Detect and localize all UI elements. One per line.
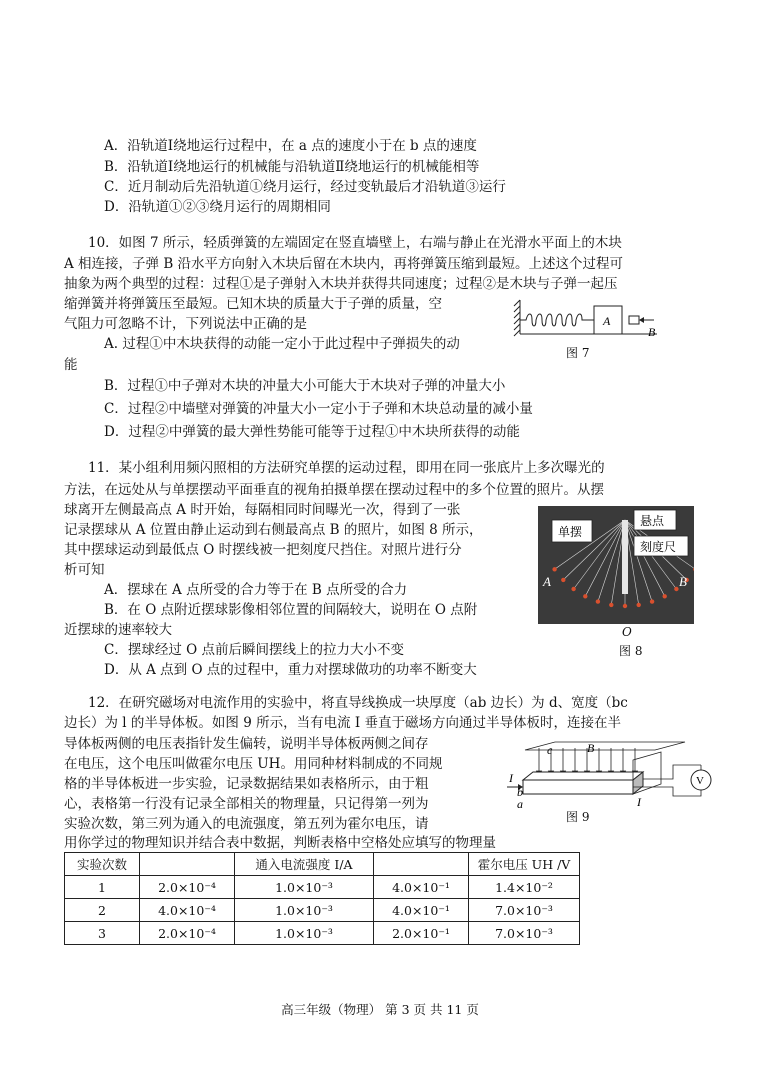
table-cell: 1 [65, 876, 140, 899]
q10-line-5: 气阻力可忽略不计，下列说法中正确的是 [64, 316, 307, 332]
spring [520, 314, 594, 326]
q12-line-5: 格的半导体板进一步实验，记录数据结果如表格所示，由于粗 [64, 776, 429, 792]
table-row [65, 876, 580, 899]
table-cell: 4.0×10⁻⁴ [140, 899, 235, 922]
pendulum-bob [674, 587, 678, 591]
table-row [65, 899, 580, 922]
bullet-b [629, 316, 639, 324]
table-cell: 2 [65, 899, 140, 922]
pendulum-bob [637, 603, 641, 607]
figure-9-hall-plate [505, 740, 715, 808]
pendulum-bob [663, 594, 667, 598]
label-c: c [547, 743, 553, 757]
experiment-table [64, 852, 580, 945]
figure-8-label-o: O [622, 625, 632, 639]
table-header-row [65, 853, 580, 876]
q11-line-4: 记录摆球从 A 位置由静止运动到右侧最高点 B 的照片，如图 8 所示， [64, 522, 483, 538]
q12-line-7: 实验次数，第三列为通入的电流强度，第五列为霍尔电压，请 [64, 816, 429, 832]
table-header-cell: 实验次数 [65, 853, 140, 876]
figure-7-spring-block [512, 292, 662, 342]
label-i-right: I [637, 795, 641, 808]
q9-option-a: A．沿轨道Ⅰ绕地运行过程中，在 a 点的速度小于在 b 点的速度 [104, 138, 477, 154]
q11-option-d: D．从 A 点到 O 点的过程中，重力对摆球做功的功率不断变大 [104, 662, 477, 678]
pendulum-bob [623, 604, 627, 608]
page-footer: 高三年级（物理） 第 3 页 共 11 页 [281, 1002, 479, 1017]
q12-line-3: 导体板两侧的电压表指针发生偏转，说明半导体板两侧之间存 [64, 736, 429, 752]
figure-8-caption: 图 8 [619, 644, 643, 658]
bullet-arrow-head [639, 317, 644, 323]
q11-line-1: 11．某小组利用频闪照相的方法研究单摆的运动过程，即用在同一张底片上多次曝光的 [88, 460, 605, 476]
voltmeter-label: V [696, 775, 704, 787]
q9-option-c: C．近月制动后先沿轨道①绕月运行，经过变轨最后才沿轨道③运行 [104, 179, 506, 195]
q9-option-d: D．沿轨道①②③绕月运行的周期相同 [104, 199, 331, 215]
q10-option-c: C．过程②中墙壁对弹簧的冲量大小一定小于子弹和木块总动量的减小量 [104, 401, 533, 417]
table-cell: 1.0×10⁻³ [235, 922, 374, 945]
q10-line-4: 缩弹簧并将弹簧压至最短。已知木块的质量大于子弹的质量，空 [64, 296, 442, 312]
table-cell: 1.0×10⁻³ [235, 899, 374, 922]
block-a-label: A [603, 314, 611, 328]
q11-line-3: 球离开左侧最高点 A 时开始，每隔相同时间曝光一次，得到了一张 [64, 502, 461, 518]
table-header-cell-blank [140, 853, 235, 876]
label-ruler: 刻度尺 [640, 540, 677, 554]
table-cell: 2.0×10⁻⁴ [140, 922, 235, 945]
pendulum-bob [596, 599, 600, 603]
q11-option-c: C．摆球经过 O 点前后瞬间摆线上的拉力大小不变 [104, 642, 404, 658]
figure-9-caption: 图 9 [566, 810, 590, 824]
pendulum-bob [561, 578, 565, 582]
q11-option-a: A．摆球在 A 点所受的合力等于在 B 点所受的合力 [104, 582, 408, 598]
label-pendulum: 单摆 [558, 525, 583, 539]
q10-option-d: D．过程②中弹簧的最大弹性势能可能等于过程①中木块所获得的动能 [104, 424, 520, 440]
pendulum-bob [571, 587, 575, 591]
q11-option-b-cont: 近摆球的速率较大 [64, 622, 172, 638]
label-b-field: B [587, 741, 595, 755]
q12-line-6: 心，表格第一行没有记录全部相关的物理量，只记得第一列为 [64, 796, 429, 812]
q12-line-1: 12．在研究磁场对电流作用的实验中，将直导线换成一块厚度（ab 边长）为 d、宽度（bc [88, 695, 628, 711]
label-pivot: 悬点 [640, 514, 665, 528]
table-header-cell-blank [374, 853, 469, 876]
q10-line-2: A 相连接，子弹 B 沿水平方向射入木块后留在木块内，再将弹簧压缩到最短。上述这个过程可 [64, 256, 624, 272]
label-a-edge: a [517, 797, 523, 808]
plate-top [523, 772, 643, 780]
q10-option-a: A. 过程①中木块获得的动能一定小于此过程中子弹损失的动 [104, 336, 460, 352]
q9-option-b: B．沿轨道Ⅰ绕地运行的机械能与沿轨道Ⅱ绕地运行的机械能相等 [104, 159, 480, 175]
q11-line-6: 析可知 [64, 562, 105, 578]
pendulum-bob [583, 594, 587, 598]
q11-option-b: B．在 O 点附近摆球影像相邻位置的间隔较大，说明在 O 点附 [104, 602, 478, 618]
q11-line-5: 其中摆球运动到最低点 O 时摆线被一把刻度尺挡住。对照片进行分 [64, 542, 462, 558]
table-cell: 2.0×10⁻¹ [374, 922, 469, 945]
wall-hatch [514, 300, 520, 336]
q12-line-4: 在电压，这个电压叫做霍尔电压 UH。用同种材料制成的不同规 [64, 756, 443, 772]
table-header-cell: 霍尔电压 UH /V [469, 853, 580, 876]
figure-8-pendulum-photo [538, 506, 694, 624]
q12-line-2: 边长）为 l 的半导体板。如图 9 所示，当有电流 I 垂直于磁场方向通过半导体板时，连接在半 [64, 715, 621, 731]
table-cell: 1.0×10⁻³ [235, 876, 374, 899]
q12-line-8: 用你学过的物理知识并结合表中数据，判断表格中空格处应填写的物理量 [64, 835, 496, 851]
table-cell: 2.0×10⁻⁴ [140, 876, 235, 899]
label-b-edge: b [517, 785, 523, 799]
table-cell: 4.0×10⁻¹ [374, 876, 469, 899]
table-header-cell: 通入电流强度 I/A [235, 853, 374, 876]
plate-front [523, 780, 633, 794]
q10-option-a-cont: 能 [64, 357, 78, 373]
q11-line-2: 方法，在远处从与单摆摆动平面垂直的视角拍摄单摆在摆动过程中的多个位置的照片。从摆 [64, 482, 604, 498]
pendulum-bob [552, 567, 556, 571]
table-cell: 1.4×10⁻² [469, 876, 580, 899]
table-cell: 3 [65, 922, 140, 945]
table-cell: 7.0×10⁻³ [469, 899, 580, 922]
q10-line-1: 10．如图 7 所示，轻质弹簧的左端固定在竖直墙壁上，右端与静止在光滑水平面上的木块 [88, 235, 622, 251]
pendulum-bob [609, 603, 613, 607]
bullet-b-label: B [648, 325, 656, 339]
label-i-left: I [509, 771, 513, 785]
label-b: B [679, 574, 687, 589]
table-cell: 7.0×10⁻³ [469, 922, 580, 945]
pendulum-bob [650, 599, 654, 603]
table-cell: 4.0×10⁻¹ [374, 899, 469, 922]
table-row [65, 922, 580, 945]
label-a: A [543, 574, 551, 589]
q10-option-b: B．过程①中子弹对木块的冲量大小可能大于木块对子弹的冲量大小 [104, 378, 506, 394]
q10-line-3: 抽象为两个典型的过程：过程①是子弹射入木块并获得共同速度；过程②是木块与子弹一起压 [64, 276, 618, 292]
ruler [622, 520, 628, 594]
figure-7-caption: 图 7 [566, 346, 590, 360]
